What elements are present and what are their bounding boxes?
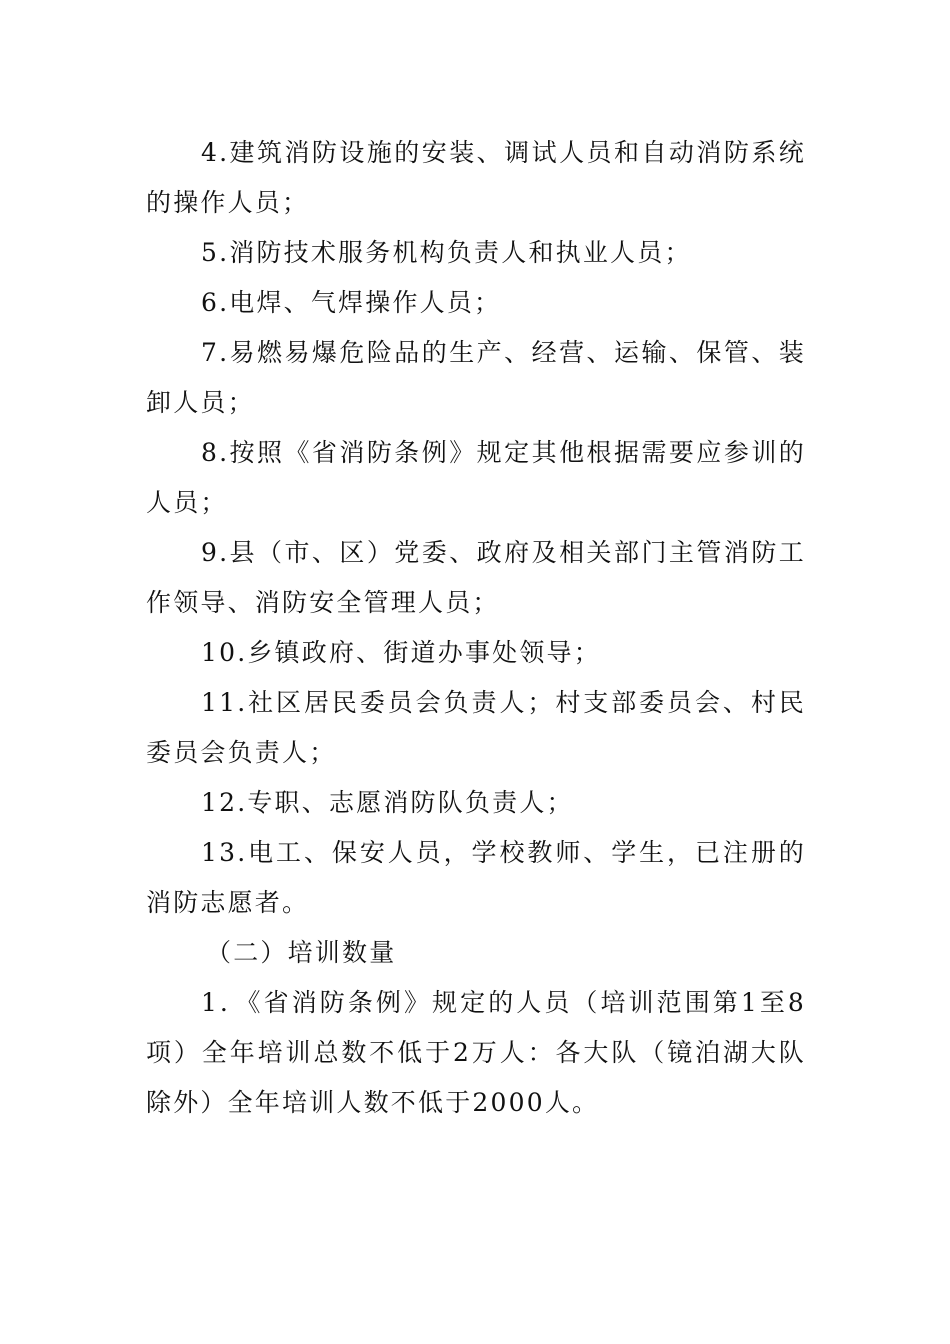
list-item-11: 11.社区居民委员会负责人；村支部委员会、村民委员会负责人； [146, 688, 806, 767]
list-item-5: 5.消防技术服务机构负责人和执业人员； [201, 238, 692, 267]
list-item-4: 4.建筑消防设施的安装、调试人员和自动消防系统的操作人员； [146, 138, 806, 217]
list-item-7: 7.易燃易爆危险品的生产、经营、运输、保管、装卸人员； [146, 338, 806, 417]
list-item-13: 13.电工、保安人员，学校教师、学生，已注册的消防志愿者。 [146, 838, 806, 917]
section-heading: （二）培训数量 [206, 938, 397, 967]
list-item-10: 10.乡镇政府、街道办事处领导； [201, 638, 601, 667]
list-item-6: 6.电焊、气焊操作人员； [201, 288, 502, 317]
quantity-item-1: 1．《省消防条例》规定的人员（培训范围第1至8项）全年培训总数不低于2万人：各大队（镜泊湖大队除外）全年培训人数不低于2000人。 [146, 988, 806, 1117]
document-body [146, 128, 806, 1128]
list-item-12: 12.专职、志愿消防队负责人； [201, 788, 574, 817]
list-item-9: 9.县（市、区）党委、政府及相关部门主管消防工作领导、消防安全管理人员； [146, 538, 806, 617]
list-item-8: 8.按照《省消防条例》规定其他根据需要应参训的人员； [146, 438, 806, 517]
